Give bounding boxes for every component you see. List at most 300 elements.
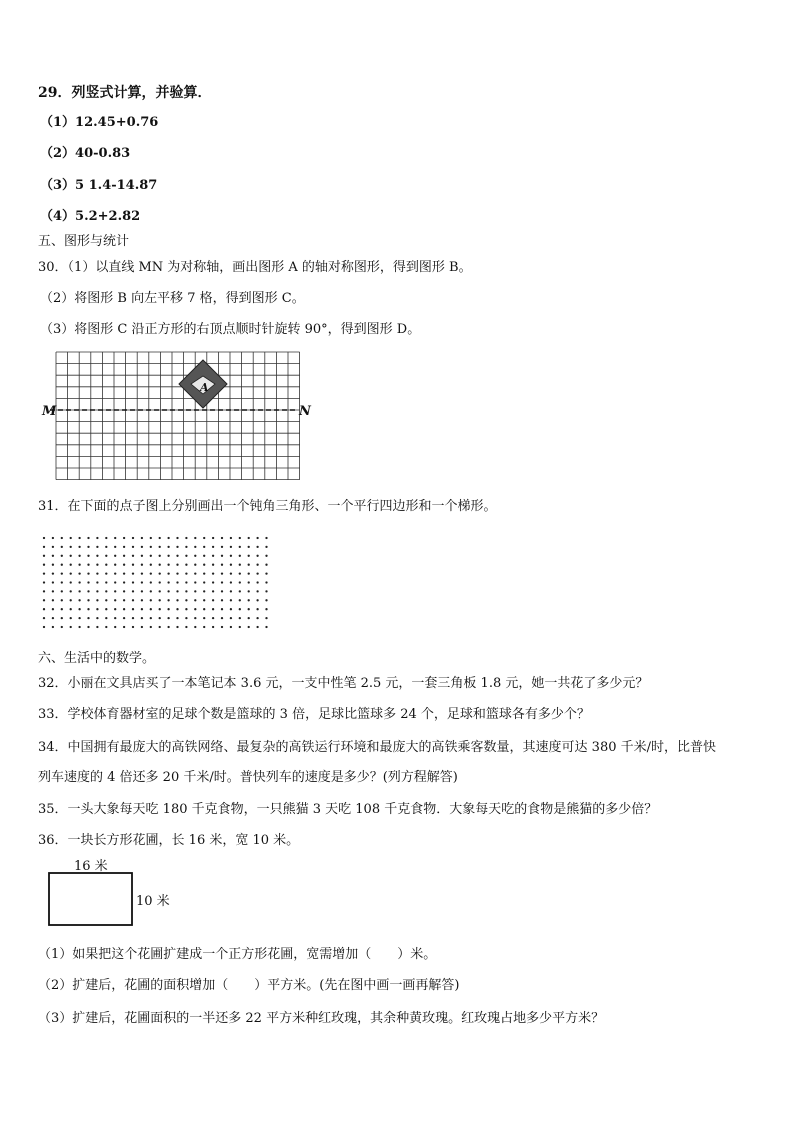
grid-dot xyxy=(105,599,107,601)
grid-dot xyxy=(141,590,143,592)
grid-dot xyxy=(221,599,223,601)
grid-dot xyxy=(52,608,54,610)
grid-dot xyxy=(256,572,258,574)
grid-dot xyxy=(150,572,152,574)
grid-dot xyxy=(70,599,72,601)
grid-dot xyxy=(185,546,187,548)
grid-dot xyxy=(96,608,98,610)
grid-dot xyxy=(185,617,187,619)
length-label: 16 米 xyxy=(74,859,108,874)
grid-dot xyxy=(194,555,196,557)
m-label: M xyxy=(42,404,57,419)
grid-dot xyxy=(141,581,143,583)
grid-dot xyxy=(96,537,98,539)
grid-dot xyxy=(123,626,125,628)
grid-dot xyxy=(78,537,80,539)
grid-dot xyxy=(248,564,250,566)
grid-dot xyxy=(52,564,54,566)
q31-text: 31．在下面的点子图上分别画出一个钝角三角形、一个平行四边形和一个梯形。 xyxy=(38,499,497,514)
grid-dot xyxy=(96,617,98,619)
width-label: 10 米 xyxy=(136,894,170,909)
grid-dot xyxy=(176,590,178,592)
grid-dot xyxy=(194,599,196,601)
grid-dot xyxy=(114,590,116,592)
grid-dot xyxy=(159,555,161,557)
grid-dot xyxy=(265,555,267,557)
grid-dot xyxy=(212,617,214,619)
grid-dot xyxy=(167,564,169,566)
grid-dot xyxy=(185,572,187,574)
grid-dot xyxy=(150,617,152,619)
grid-dot xyxy=(176,555,178,557)
grid-dot xyxy=(230,555,232,557)
grid-dot xyxy=(105,617,107,619)
grid-dot xyxy=(150,564,152,566)
grid-dot xyxy=(221,617,223,619)
grid-dot xyxy=(176,572,178,574)
grid-dot xyxy=(265,546,267,548)
grid-dot xyxy=(43,572,45,574)
grid-dot xyxy=(248,581,250,583)
q35-text: 35．一头大象每天吃 180 千克食物，一只熊猫 3 天吃 108 千克食物．大象每天吃的食物是熊猫的多少倍？ xyxy=(38,802,658,817)
grid-dot xyxy=(87,537,89,539)
grid-dot xyxy=(176,608,178,610)
grid-dot xyxy=(159,590,161,592)
grid-dot xyxy=(132,626,134,628)
grid-dot xyxy=(265,537,267,539)
grid-dot xyxy=(176,546,178,548)
grid-dot xyxy=(150,555,152,557)
grid-dot xyxy=(248,617,250,619)
grid-dot xyxy=(123,537,125,539)
section-5-heading: 五、图形与统计 xyxy=(38,234,130,249)
q30-line-3: （3）将图形 C 沿正方形的右顶点顺时针旋转 90°，得到图形 D。 xyxy=(40,322,421,337)
grid-dot xyxy=(221,555,223,557)
grid-dot xyxy=(221,581,223,583)
grid-dot xyxy=(212,608,214,610)
grid-dot xyxy=(194,581,196,583)
grid-dot xyxy=(230,564,232,566)
grid-dot xyxy=(87,626,89,628)
grid-dot xyxy=(132,546,134,548)
grid-dot xyxy=(150,599,152,601)
grid-dot xyxy=(150,537,152,539)
grid-lines xyxy=(56,352,300,480)
grid-dot xyxy=(70,555,72,557)
grid-dot xyxy=(96,572,98,574)
grid-dot xyxy=(70,572,72,574)
grid-dot xyxy=(221,608,223,610)
grid-dot xyxy=(105,572,107,574)
grid-dot xyxy=(43,590,45,592)
grid-dot xyxy=(185,537,187,539)
q36-sub-1: （1）如果把这个花圃扩建成一个正方形花圃，宽需增加（ ）米。 xyxy=(38,947,437,962)
q29-title: 29．列竖式计算，并验算． xyxy=(38,85,212,101)
grid-dot xyxy=(150,626,152,628)
grid-dot xyxy=(141,564,143,566)
grid-dot xyxy=(114,626,116,628)
grid-dot xyxy=(265,617,267,619)
grid-dot xyxy=(52,581,54,583)
grid-dot xyxy=(239,537,241,539)
grid-dot xyxy=(70,537,72,539)
grid-dot xyxy=(203,564,205,566)
grid-dot xyxy=(239,617,241,619)
grid-dot xyxy=(61,626,63,628)
grid-dot xyxy=(212,555,214,557)
grid-dot xyxy=(256,555,258,557)
grid-dot xyxy=(194,626,196,628)
grid-dot xyxy=(256,626,258,628)
grid-dot xyxy=(123,546,125,548)
grid-dot xyxy=(239,581,241,583)
grid-dot xyxy=(61,617,63,619)
grid-dot xyxy=(230,537,232,539)
grid-dot xyxy=(96,599,98,601)
grid-dot xyxy=(256,546,258,548)
grid-dot xyxy=(185,599,187,601)
grid-dot xyxy=(230,581,232,583)
q32-text: 32．小丽在文具店买了一本笔记本 3.6 元，一支中性笔 2.5 元，一套三角板 1.8 元，她一共花了多少元？ xyxy=(38,676,649,691)
grid-dot xyxy=(176,626,178,628)
grid-dot xyxy=(52,590,54,592)
grid-dot xyxy=(203,581,205,583)
grid-dot xyxy=(43,626,45,628)
grid-dot xyxy=(203,546,205,548)
grid-dot xyxy=(239,564,241,566)
grid-dot xyxy=(105,581,107,583)
grid-dot xyxy=(132,617,134,619)
q33-text: 33．学校体育器材室的足球个数是篮球的 3 倍，足球比篮球多 24 个，足球和篮球各有多少个？ xyxy=(38,707,590,722)
q30-grid-figure xyxy=(40,350,310,485)
grid-dot xyxy=(105,590,107,592)
grid-dot xyxy=(61,581,63,583)
grid-dot xyxy=(87,581,89,583)
grid-dot xyxy=(52,546,54,548)
grid-dot xyxy=(114,546,116,548)
grid-dot xyxy=(230,546,232,548)
grid-dot xyxy=(52,599,54,601)
grid-dot xyxy=(230,599,232,601)
grid-dot xyxy=(194,564,196,566)
grid-dot xyxy=(78,546,80,548)
grid-dot xyxy=(70,546,72,548)
grid-dot xyxy=(52,572,54,574)
grid-dot xyxy=(132,581,134,583)
grid-dot xyxy=(230,608,232,610)
grid-dot xyxy=(185,581,187,583)
grid-dot xyxy=(123,555,125,557)
q29-item-1: （1）12.45+0.76 xyxy=(40,115,159,130)
q29-item-4: （4）5.2+2.82 xyxy=(40,209,141,224)
grid-dot xyxy=(212,599,214,601)
grid-dot xyxy=(61,537,63,539)
q34-line-2: 列车速度的 4 倍还多 20 千米/时。普快列车的速度是多少？(列方程解答) xyxy=(38,770,458,785)
grid-dot xyxy=(150,546,152,548)
grid-dot xyxy=(141,599,143,601)
grid-dot xyxy=(150,590,152,592)
grid-dot xyxy=(105,564,107,566)
grid-dot xyxy=(70,564,72,566)
grid-dot xyxy=(132,572,134,574)
grid-dot xyxy=(230,626,232,628)
grid-dot xyxy=(239,555,241,557)
grid-dot xyxy=(141,617,143,619)
grid-dot xyxy=(185,590,187,592)
grid-dot xyxy=(52,537,54,539)
grid-dot xyxy=(221,572,223,574)
grid-dot xyxy=(70,626,72,628)
grid-dot xyxy=(248,590,250,592)
dot-points xyxy=(43,537,268,628)
grid-dot xyxy=(185,608,187,610)
grid-dot xyxy=(87,546,89,548)
grid-dot xyxy=(248,537,250,539)
grid-dot xyxy=(70,608,72,610)
grid-dot xyxy=(141,555,143,557)
grid-dot xyxy=(114,555,116,557)
grid-dot xyxy=(87,590,89,592)
grid-dot xyxy=(114,564,116,566)
grid-dot xyxy=(221,537,223,539)
grid-dot xyxy=(123,599,125,601)
grid-dot xyxy=(159,537,161,539)
grid-dot xyxy=(105,537,107,539)
grid-dot xyxy=(105,555,107,557)
grid-dot xyxy=(230,590,232,592)
grid-dot xyxy=(239,590,241,592)
grid-dot xyxy=(203,572,205,574)
grid-dot xyxy=(239,599,241,601)
grid-dot xyxy=(141,546,143,548)
q36-rectangle-figure xyxy=(46,858,186,928)
grid-dot xyxy=(203,599,205,601)
grid-dot xyxy=(176,564,178,566)
grid-dot xyxy=(167,608,169,610)
grid-dot xyxy=(87,608,89,610)
grid-dot xyxy=(52,555,54,557)
grid-dot xyxy=(43,599,45,601)
n-label: N xyxy=(299,404,311,419)
grid-dot xyxy=(265,590,267,592)
grid-dot xyxy=(78,608,80,610)
grid-dot xyxy=(141,537,143,539)
grid-dot xyxy=(61,590,63,592)
grid-dot xyxy=(203,608,205,610)
grid-dot xyxy=(78,590,80,592)
grid-dot xyxy=(212,564,214,566)
grid-dot xyxy=(159,599,161,601)
grid-dot xyxy=(96,546,98,548)
grid-dot xyxy=(256,581,258,583)
grid-dot xyxy=(167,555,169,557)
grid-dot xyxy=(176,581,178,583)
grid-dot xyxy=(159,564,161,566)
grid-dot xyxy=(248,626,250,628)
grid-dot xyxy=(43,555,45,557)
grid-dot xyxy=(167,626,169,628)
grid-dot xyxy=(96,581,98,583)
grid-dot xyxy=(141,572,143,574)
grid-dot xyxy=(78,626,80,628)
grid-dot xyxy=(159,581,161,583)
q30-line-1: 30．（1）以直线 MN 为对称轴，画出图形 A 的轴对称图形，得到图形 B。 xyxy=(38,260,472,275)
grid-dot xyxy=(256,608,258,610)
grid-dot xyxy=(123,608,125,610)
grid-dot xyxy=(256,617,258,619)
garden-rectangle xyxy=(49,873,132,925)
grid-dot xyxy=(96,555,98,557)
grid-dot xyxy=(61,599,63,601)
grid-dot xyxy=(194,590,196,592)
grid-dot xyxy=(132,590,134,592)
grid-dot xyxy=(123,572,125,574)
grid-dot xyxy=(203,537,205,539)
grid-dot xyxy=(123,617,125,619)
grid-dot xyxy=(87,572,89,574)
grid-dot xyxy=(70,590,72,592)
grid-dot xyxy=(114,608,116,610)
q36-sub-2: （2）扩建后，花圃的面积增加（ ）平方米。(先在图中画一画再解答) xyxy=(38,978,460,993)
q36-title: 36．一块长方形花圃，长 16 米，宽 10 米。 xyxy=(38,833,300,848)
grid-dot xyxy=(230,617,232,619)
grid-dot xyxy=(52,626,54,628)
grid-dot xyxy=(221,564,223,566)
grid-dot xyxy=(123,564,125,566)
grid-dot xyxy=(105,626,107,628)
grid-dot xyxy=(43,537,45,539)
grid-dot xyxy=(43,564,45,566)
grid-dot xyxy=(70,581,72,583)
q30-line-2: （2）将图形 B 向左平移 7 格，得到图形 C。 xyxy=(40,291,305,306)
grid-dot xyxy=(265,564,267,566)
grid-dot xyxy=(265,626,267,628)
grid-dot xyxy=(265,581,267,583)
grid-dot xyxy=(78,572,80,574)
grid-dot xyxy=(239,626,241,628)
grid-dot xyxy=(248,608,250,610)
grid-dot xyxy=(167,581,169,583)
grid-dot xyxy=(87,564,89,566)
grid-dot xyxy=(256,564,258,566)
grid-dot xyxy=(194,572,196,574)
grid-dot xyxy=(167,572,169,574)
grid-dot xyxy=(239,546,241,548)
grid-dot xyxy=(159,546,161,548)
grid-dot xyxy=(248,555,250,557)
grid-dot xyxy=(212,572,214,574)
q29-item-3: （3）5 1.4-14.87 xyxy=(40,178,158,193)
q31-dot-grid xyxy=(40,535,270,635)
grid-dot xyxy=(239,608,241,610)
q34-line-1: 34．中国拥有最庞大的高铁网络、最复杂的高铁运行环境和最庞大的高铁乘客数量，其速度可达 380 千米/时，比普快 xyxy=(38,740,717,755)
grid-dot xyxy=(61,555,63,557)
grid-dot xyxy=(194,617,196,619)
grid-dot xyxy=(150,608,152,610)
grid-dot xyxy=(61,546,63,548)
grid-dot xyxy=(52,617,54,619)
grid-dot xyxy=(70,617,72,619)
grid-dot xyxy=(114,572,116,574)
grid-dot xyxy=(105,608,107,610)
grid-dot xyxy=(114,617,116,619)
grid-dot xyxy=(212,537,214,539)
grid-dot xyxy=(212,546,214,548)
grid-dot xyxy=(43,617,45,619)
q36-sub-3: （3）扩建后，花圃面积的一半还多 22 平方米种红玫瑰，其余种黄玫瑰。红玫瑰占地多少平方米？ xyxy=(38,1011,605,1026)
grid-dot xyxy=(132,537,134,539)
grid-dot xyxy=(248,599,250,601)
grid-dot xyxy=(176,537,178,539)
grid-dot xyxy=(61,572,63,574)
grid-dot xyxy=(150,581,152,583)
grid-dot xyxy=(221,626,223,628)
grid-dot xyxy=(167,537,169,539)
grid-dot xyxy=(78,555,80,557)
section-6-heading: 六、生活中的数学。 xyxy=(38,651,156,666)
grid-dot xyxy=(96,590,98,592)
grid-dot xyxy=(176,599,178,601)
grid-dot xyxy=(78,617,80,619)
grid-dot xyxy=(185,555,187,557)
grid-dot xyxy=(256,537,258,539)
grid-dot xyxy=(194,608,196,610)
grid-dot xyxy=(167,590,169,592)
grid-dot xyxy=(256,599,258,601)
grid-dot xyxy=(167,599,169,601)
grid-dot xyxy=(78,599,80,601)
grid-dot xyxy=(123,590,125,592)
grid-dot xyxy=(256,590,258,592)
grid-dot xyxy=(185,564,187,566)
grid-dot xyxy=(96,564,98,566)
grid-dot xyxy=(203,617,205,619)
grid-dot xyxy=(248,546,250,548)
grid-dot xyxy=(167,546,169,548)
grid-dot xyxy=(230,572,232,574)
grid-dot xyxy=(43,581,45,583)
grid-dot xyxy=(78,581,80,583)
grid-dot xyxy=(167,617,169,619)
grid-dot xyxy=(123,581,125,583)
grid-dot xyxy=(43,546,45,548)
grid-dot xyxy=(159,572,161,574)
grid-dot xyxy=(203,555,205,557)
shape-a-label: A xyxy=(200,381,209,394)
grid-dot xyxy=(159,626,161,628)
grid-dot xyxy=(203,590,205,592)
grid-dot xyxy=(212,590,214,592)
grid-dot xyxy=(114,537,116,539)
grid-dot xyxy=(221,590,223,592)
grid-dot xyxy=(87,599,89,601)
grid-dot xyxy=(239,572,241,574)
grid-dot xyxy=(114,581,116,583)
grid-dot xyxy=(132,564,134,566)
grid-dot xyxy=(96,626,98,628)
grid-dot xyxy=(248,572,250,574)
grid-dot xyxy=(265,572,267,574)
grid-dot xyxy=(194,546,196,548)
grid-dot xyxy=(132,555,134,557)
grid-dot xyxy=(194,537,196,539)
grid-dot xyxy=(87,617,89,619)
grid-dot xyxy=(141,608,143,610)
grid-dot xyxy=(105,546,107,548)
grid-dot xyxy=(132,599,134,601)
grid-dot xyxy=(61,608,63,610)
grid-dot xyxy=(43,608,45,610)
